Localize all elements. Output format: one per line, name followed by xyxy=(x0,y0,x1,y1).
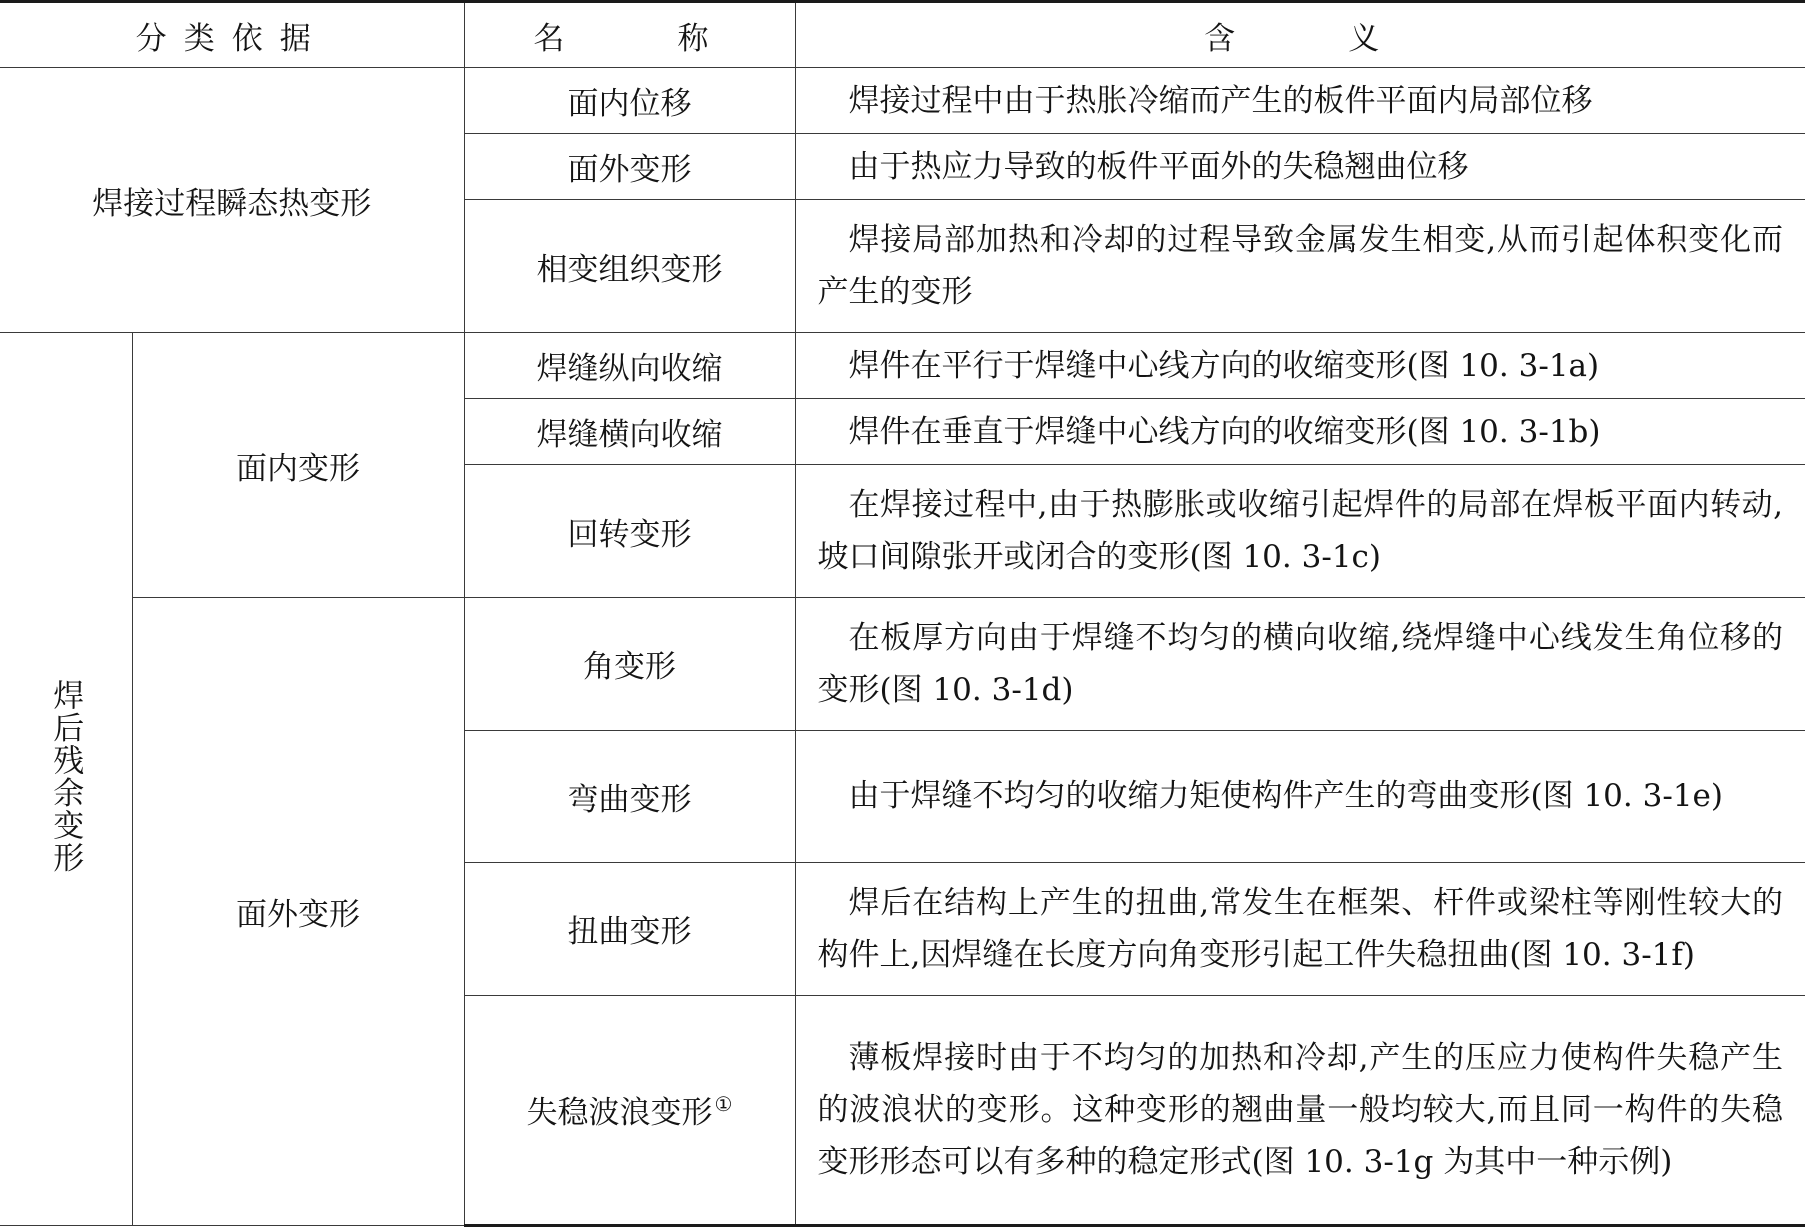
table-row xyxy=(0,68,1805,134)
table-row xyxy=(0,333,1805,399)
term-meaning: 在焊接过程中,由于热膨胀或收缩引起焊件的局部在焊板平面内转动,坡口间隙张开或闭合的变形(图 10. 3-1c) xyxy=(795,465,1805,598)
term-name: 面内位移 xyxy=(464,68,795,134)
header-row xyxy=(0,2,1805,68)
term-name: 回转变形 xyxy=(464,465,795,598)
term-name: 扭曲变形 xyxy=(464,862,795,995)
term-meaning: 焊接局部加热和冷却的过程导致金属发生相变,从而引起体积变化而产生的变形 xyxy=(795,200,1805,333)
category-transient-deformation: 焊接过程瞬态热变形 xyxy=(0,68,464,333)
table-row xyxy=(0,598,1805,730)
header-meaning: 含 义 xyxy=(795,2,1805,68)
term-name: 弯曲变形 xyxy=(464,730,795,862)
term-meaning: 焊件在平行于焊缝中心线方向的收缩变形(图 10. 3-1a) xyxy=(795,333,1805,399)
term-name: 角变形 xyxy=(464,598,795,730)
term-name: 焊缝横向收缩 xyxy=(464,399,795,465)
header-name: 名 称 xyxy=(464,2,795,68)
term-meaning: 焊件在垂直于焊缝中心线方向的收缩变形(图 10. 3-1b) xyxy=(795,399,1805,465)
term-meaning: 由于焊缝不均匀的收缩力矩使构件产生的弯曲变形(图 10. 3-1e) xyxy=(795,730,1805,862)
category-residual-label: 焊后残余变形 xyxy=(47,679,84,875)
footnote-mark: ① xyxy=(714,1092,733,1117)
term-meaning: 由于热应力导致的板件平面外的失稳翘曲位移 xyxy=(795,134,1805,200)
term-name: 焊缝纵向收缩 xyxy=(464,333,795,399)
term-meaning: 薄板焊接时由于不均匀的加热和冷却,产生的压应力使构件失稳产生的波浪状的变形。这种变形的翘曲量一般均较大,而且同一构件的失稳变形形态可以有多种的稳定形式(图 10. 3-1g 为其中一种示例) xyxy=(795,995,1805,1225)
term-name: 面外变形 xyxy=(464,134,795,200)
term-name: 相变组织变形 xyxy=(464,200,795,333)
header-basis: 分类依据 xyxy=(0,2,464,68)
term-meaning: 焊后在结构上产生的扭曲,常发生在框架、杆件或梁柱等刚性较大的构件上,因焊缝在长度方向角变形引起工件失稳扭曲(图 10. 3-1f) xyxy=(795,862,1805,995)
subcategory-out-of-plane: 面外变形 xyxy=(132,598,464,1226)
term-name-text: 失稳波浪变形 xyxy=(526,1095,713,1132)
term-meaning: 焊接过程中由于热胀冷缩而产生的板件平面内局部位移 xyxy=(795,68,1805,134)
term-name xyxy=(464,995,795,1225)
term-meaning: 在板厚方向由于焊缝不均匀的横向收缩,绕焊缝中心线发生角位移的变形(图 10. 3-1d) xyxy=(795,598,1805,730)
category-residual-deformation xyxy=(0,333,132,1226)
subcategory-in-plane: 面内变形 xyxy=(132,333,464,598)
